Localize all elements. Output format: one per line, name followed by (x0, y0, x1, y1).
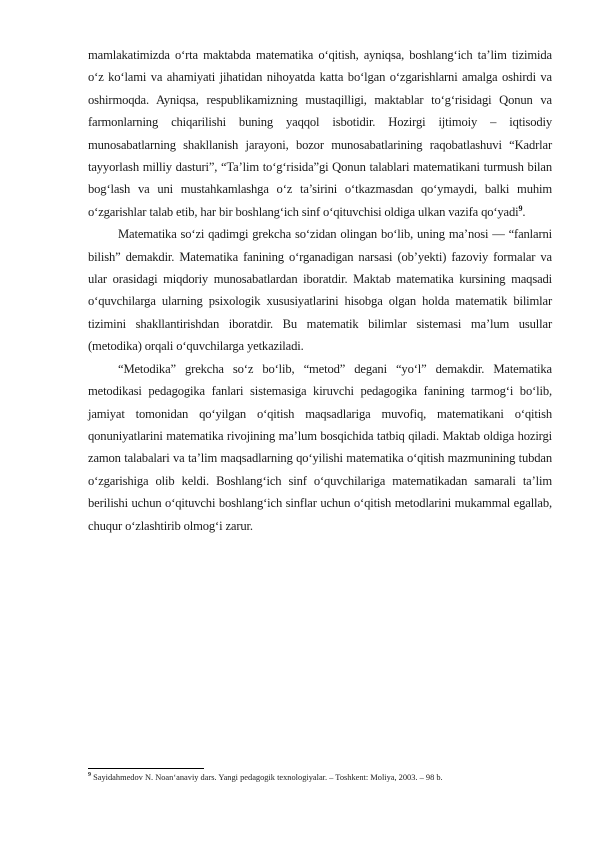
paragraph-1-text: mamlakatimizda o‘rta maktabda matematika o‘qitish, ayniqsa, boshlang‘ich ta’lim tizimida o‘z ko‘lami va ahamiyati jihatidan nihoyatda katta bo‘lgan o‘zgarishlarni amalga oshirdi va oshirmoqda. Ayniqsa, respublikamizning mustaqilligi, maktablar to‘g‘risidagi Qonun va farmonlarning chiqarilishi buning yaqqol isbotidir. Hozirgi ijtimoiy – iqtisodiy munosabatlarning shakllanish jarayoni, bozor munosabatlarining raqobatlashuvi “Kadrlar tayyorlash milliy dasturi”, “Ta’lim to‘g‘risida”gi Qonun talablari matematikani turmush bilan bog‘lash va uni mustahkamlashga o‘z ta’sirini o‘tkazmasdan qo‘ymaydi, balki muhim o‘zgarishlar talab etib, har bir boshlang‘ich sinf o‘qituvchisi oldiga ulkan vazifa qo‘yadi (88, 48, 552, 219)
paragraph-1 (88, 44, 552, 223)
footnote-reference: 9 (518, 203, 523, 213)
footnote-number: 9 (88, 772, 91, 779)
paragraph-3: “Metodika” grekcha so‘z bo‘lib, “metod” degani “yo‘l” demakdir. Matematika metodikasi pedagogika fanlari sistemasiga kiruvchi pedagogika fanining tarmog‘i bo‘lib, jamiyat tomonidan qo‘yilgan o‘qitish maqsadlariga muvofiq, matematikani o‘qitish qonuniyatlarini matematika rivojining ma’lum bosqichida tatbiq qiladi. Maktab oldiga hozirgi zamon talabalari va ta’lim maqsadlarning qo‘yilishi matematika o‘qitish mazmunining tubdan o‘zgarishiga olib keldi. Boshlang‘ich sinf o‘quvchilariga matematikadan samarali ta’lim berilishi uchun o‘qituvchi boshlang‘ich sinflar uchun o‘qitish metodlarini mukammal egallab, chuqur o‘zlashtirib olmog‘i zarur. (88, 361, 552, 533)
paragraph-2: Matematika so‘zi qadimgi grekcha so‘zidan olingan bo‘lib, uning ma’nosi — “fanlarni bilish” demakdir. Matematika fanining o‘rganadigan narsasi (ob’yekti) fazoviy formalar va ular orasidagi miqdoriy munosabatlardan iboratdir. Maktab matematika kursining maqsadi o‘quvchilarga ularning psixologik xususiyatlarini hisobga olgan holda matematik bilimlar tizimini shakllantirishdan iboratdir. Bu matematik bilimlar sistemasi ma’lum usullar (metodika) orqali o‘quvchilarga yetkaziladi. (88, 227, 552, 354)
footnote (88, 772, 558, 783)
paragraph-1-end: . (522, 204, 526, 219)
body-text (88, 44, 552, 537)
footnote-text: Sayidahmedov N. Noan‘anaviy dars. Yangi pedagogik texnologiyalar. – Toshkent: Moliya, 2003. – 98 b. (91, 773, 443, 782)
footnote-separator (88, 768, 204, 769)
